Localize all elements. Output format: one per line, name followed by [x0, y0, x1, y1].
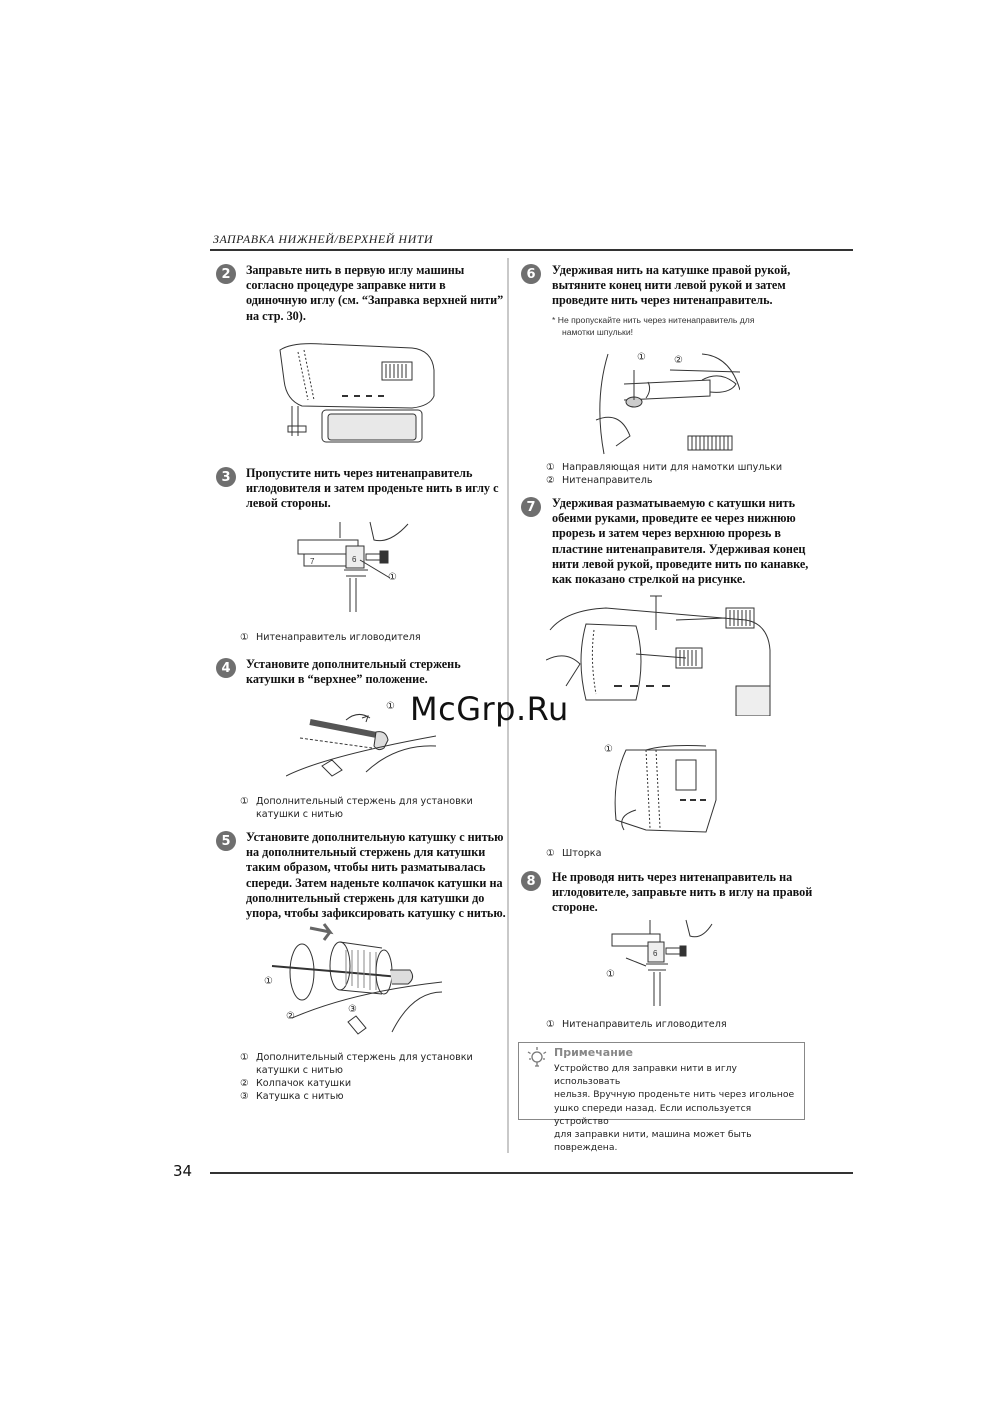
- step-6-line: Удерживая нить на катушке правой рукой,: [552, 263, 791, 277]
- legend-text: Колпачок катушки: [256, 1078, 352, 1089]
- legend-item: [240, 1090, 502, 1103]
- figure-thread-plate: [546, 590, 772, 716]
- legend-num: ①: [546, 462, 555, 473]
- note-title: Примечание: [554, 1046, 633, 1059]
- fig6-callout-1: ①: [637, 352, 646, 363]
- step-4-text: [246, 657, 508, 687]
- step-8-legend: [546, 1018, 846, 1031]
- legend-text: Катушка с нитью: [256, 1091, 344, 1102]
- fig4-callout-1: ①: [386, 701, 395, 712]
- legend-text: [256, 1051, 473, 1077]
- section-header-title: ЗАПРАВКА НИЖНЕЙ/ВЕРХНЕЙ НИТИ: [213, 232, 434, 246]
- step-3-line: Пропустите нить через нитенаправитель: [246, 466, 473, 480]
- page-number: 34: [173, 1162, 193, 1180]
- caution-line: намотки шпульки!: [562, 327, 634, 337]
- step-4-line: катушки в “верхнее” положение.: [246, 672, 428, 687]
- fig5-callout-3: ③: [348, 1004, 357, 1015]
- step-5-line: упора, чтобы зафиксировать катушку с нитью.: [246, 906, 506, 921]
- note-line: Устройство для заправки нити в иглу использовать: [554, 1063, 737, 1088]
- step-8-line: стороне.: [552, 900, 598, 915]
- legend-item: [546, 461, 846, 474]
- step-2-line: согласно процедуре заправке нити в: [246, 278, 446, 293]
- step-7-line: Удерживая разматываемую с катушки нить: [552, 496, 796, 510]
- legend-item: [240, 631, 502, 644]
- legend-num: ②: [240, 1078, 249, 1089]
- figure-machine-top-view: [262, 340, 438, 444]
- step-8-text: [552, 870, 852, 916]
- step-7-line: как показано стрелкой на рисунке.: [552, 572, 746, 587]
- fig3-callout-1: ①: [388, 572, 397, 583]
- note-text: [554, 1062, 802, 1154]
- step-7-line: нити левой рукой, проведите нить по канавке,: [552, 556, 809, 571]
- step-4-legend: [240, 795, 502, 821]
- legend-line: катушки с нитью: [256, 1065, 343, 1076]
- header-rule: [210, 249, 853, 251]
- step-2-line: на стр. 30).: [246, 308, 306, 323]
- fig7-callout-1: ①: [604, 744, 613, 755]
- legend-item: [240, 795, 502, 821]
- step-6-line: проведите нить через нитенаправитель.: [552, 293, 773, 308]
- step-2-line: Заправьте нить в первую иглу машины: [246, 263, 465, 277]
- fig5-callout-1: ①: [264, 976, 273, 987]
- fig5-callout-2: ②: [286, 1011, 295, 1022]
- legend-num: ②: [546, 475, 555, 486]
- footer-rule: [210, 1172, 853, 1174]
- figure-needle-bar-left: [290, 520, 420, 620]
- step-3-line: левой стороны.: [246, 496, 331, 511]
- needle-mark-text-2: 6: [653, 949, 658, 958]
- legend-line: Дополнительный стержень для установки: [256, 1052, 473, 1063]
- step-2-badge: 2: [216, 264, 236, 284]
- step-5-text: [246, 830, 508, 921]
- step-5-line: дополнительный стержень для катушки до: [246, 890, 485, 905]
- figure-spool-and-cap: [262, 922, 442, 1042]
- step-2-line: одиночную иглу (см. “Заправка верхней нити”: [246, 293, 504, 308]
- step-7-line: обеими руками, проведите ее через нижнюю: [552, 511, 796, 526]
- step-3-legend: [240, 631, 502, 644]
- legend-item: [546, 1018, 846, 1031]
- figure-thread-guide: [590, 350, 740, 456]
- legend-text: Шторка: [562, 848, 602, 859]
- caution-line: * Не пропускайте нить через нитенаправитель для: [552, 315, 755, 325]
- legend-line: Дополнительный стержень для установки: [256, 796, 473, 807]
- legend-num: ③: [240, 1091, 249, 1102]
- step-6-legend: [546, 461, 846, 487]
- step-3-text: [246, 466, 508, 512]
- needle-mark-text: 6: [352, 555, 357, 564]
- note-line: ушко спереди назад. Если используется устройство: [554, 1102, 752, 1127]
- step-7-line: прорезь и затем через верхнюю прорезь в: [552, 526, 781, 541]
- legend-item: [546, 847, 846, 860]
- step-7-badge: 7: [521, 497, 541, 517]
- step-5-line: таким образом, чтобы нить разматывалась: [246, 860, 486, 875]
- step-3-line: иглодовителя и затем проденьте нить в иглу с: [246, 481, 499, 496]
- legend-line: катушки с нитью: [256, 809, 343, 820]
- legend-text: Направляющая нити для намотки шпульки: [562, 462, 783, 473]
- step-7-line: пластине нитенаправителя. Удерживая конец: [552, 541, 806, 556]
- step-5-line: Установите дополнительную катушку с нитью: [246, 830, 504, 844]
- figure-needle-bar-right: [606, 918, 716, 1010]
- step-6-text: [552, 263, 852, 309]
- step-5-line: спереди. Затем наденьте колпачок катушки на: [246, 875, 503, 890]
- step-6-line: вытяните конец нити левой рукой и затем: [552, 278, 786, 293]
- step-7-text: [552, 496, 852, 587]
- figure-cover-shutter: [606, 740, 718, 838]
- step-2-text: [246, 263, 508, 324]
- legend-text: Нитенаправитель игловодителя: [256, 632, 421, 643]
- legend-item: [240, 1051, 502, 1077]
- note-line: для заправки нити, машина может быть повреждена.: [554, 1129, 752, 1154]
- step-4-line: Установите дополнительный стержень: [246, 657, 461, 671]
- step-6-badge: 6: [521, 264, 541, 284]
- step-3-badge: 3: [216, 467, 236, 487]
- fig8-callout-1: ①: [606, 969, 615, 980]
- note-line: нельзя. Вручную проденьте нить через игольное: [554, 1089, 795, 1101]
- legend-text: Нитенаправитель игловодителя: [562, 1019, 727, 1030]
- legend-num: ①: [240, 796, 249, 807]
- legend-text: [256, 795, 473, 821]
- step-5-badge: 5: [216, 831, 236, 851]
- step-6-caution-note: [552, 314, 852, 338]
- legend-item: [240, 1077, 502, 1090]
- step-8-line: Не проводя нить через нитенаправитель на: [552, 870, 793, 884]
- watermark-text: McGrp.Ru: [410, 690, 569, 728]
- step-8-line: иглодовителе, заправьте нить в иглу на правой: [552, 885, 813, 900]
- step-5-legend: [240, 1051, 502, 1103]
- step-4-badge: 4: [216, 658, 236, 678]
- legend-num: ①: [546, 1019, 555, 1030]
- step-7-legend: [546, 847, 846, 860]
- lightbulb-icon: [524, 1044, 550, 1070]
- legend-num: ①: [240, 632, 249, 643]
- legend-text: Нитенаправитель: [562, 475, 653, 486]
- legend-num: ①: [546, 848, 555, 859]
- legend-num: ①: [240, 1052, 249, 1063]
- legend-item: [546, 474, 846, 487]
- fig6-callout-2: ②: [674, 355, 683, 366]
- step-8-badge: 8: [521, 871, 541, 891]
- bar-mark-text: 7: [310, 557, 315, 566]
- step-5-line: на дополнительный стержень для катушки: [246, 845, 486, 860]
